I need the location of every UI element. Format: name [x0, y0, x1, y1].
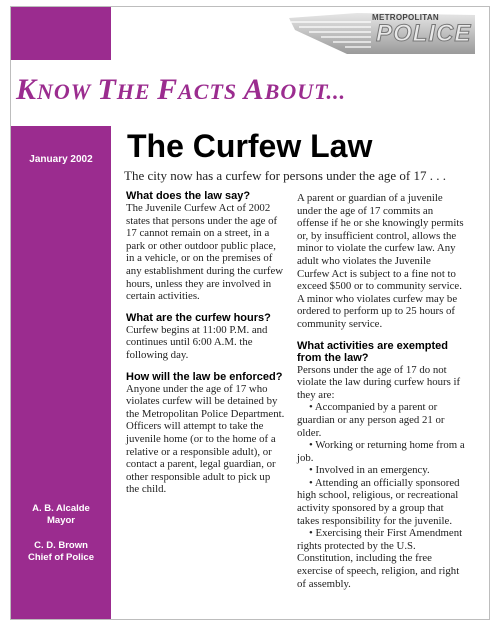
list-item: • Accompanied by a parent or guardian or any person aged 21 or older. [297, 401, 445, 439]
list-item: • Working or returning home from a job. [297, 439, 465, 464]
signer-title: Chief of Police [28, 552, 94, 563]
signer-mayor [11, 503, 111, 527]
signer-name: A. B. Alcalde [32, 503, 90, 514]
section-body: Curfew begins at 11:00 P.M. and continues until 6:00 A.M. the following day. [126, 323, 268, 361]
section-heading: What activities are exempted from the law? [297, 339, 449, 364]
section-body: Persons under the age of 17 do not violate the law during curfew hours if they are: [297, 363, 461, 401]
logo-wordmark: POLICE [376, 20, 472, 47]
issue-date: January 2002 [29, 154, 93, 165]
signer-name: C. D. Brown [34, 540, 88, 551]
logo-label: METROPOLITAN [372, 13, 440, 22]
left-column [126, 190, 286, 496]
section-body: A parent or guardian of a juvenile under the age of 17 commits an offense if he or she knowingly permits or, by insufficient control, allows the minor to violate the curfew law. Any adult who violates the Juvenile Curfew Act is subject to a fine not to exceed $500 or to community service. A minor who violates curfew may be ordered to perform up to 25 hours of community service. [297, 192, 464, 330]
banner-heading: KNOW THE FACTS ABOUT... [16, 73, 347, 106]
list-item: • Exercising their First Amendment rights protected by the U.S. Constitution, including the free exercise of speech, religion, and right of assembly. [297, 527, 463, 590]
section-body: Anyone under the age of 17 who violates curfew will be detained by the Metropolitan Police Department. Officers will attempt to take the juvenile home (or to the home of a relative or a responsible adult), or contact a parent, legal guardian, or other responsible adult to pick up the child. [126, 382, 285, 496]
signer-chief [11, 540, 111, 564]
list-item: • Involved in an emergency. [309, 464, 430, 477]
page-title: The Curfew Law [127, 128, 373, 164]
section-heading: What does the law say? [126, 190, 251, 202]
section-body: The Juvenile Curfew Act of 2002 states that persons under the age of 17 cannot remain on a street, in a park or other outdoor public place, in a vehicle, or on the premises of any establishment during the curfew hours, unless they are involved in certain activities. [126, 202, 284, 303]
section-heading: What are the curfew hours? [126, 311, 271, 324]
signer-title: Mayor [47, 515, 75, 526]
page-subtitle: The city now has a curfew for persons under the age of 17 . . . [124, 168, 447, 183]
section-heading: How will the law be enforced? [126, 370, 283, 383]
right-column [297, 192, 465, 590]
list-item: • Attending an officially sponsored high school, religious, or recreational activity sponsored by a group that takes responsibility for the juvenile. [297, 476, 460, 527]
